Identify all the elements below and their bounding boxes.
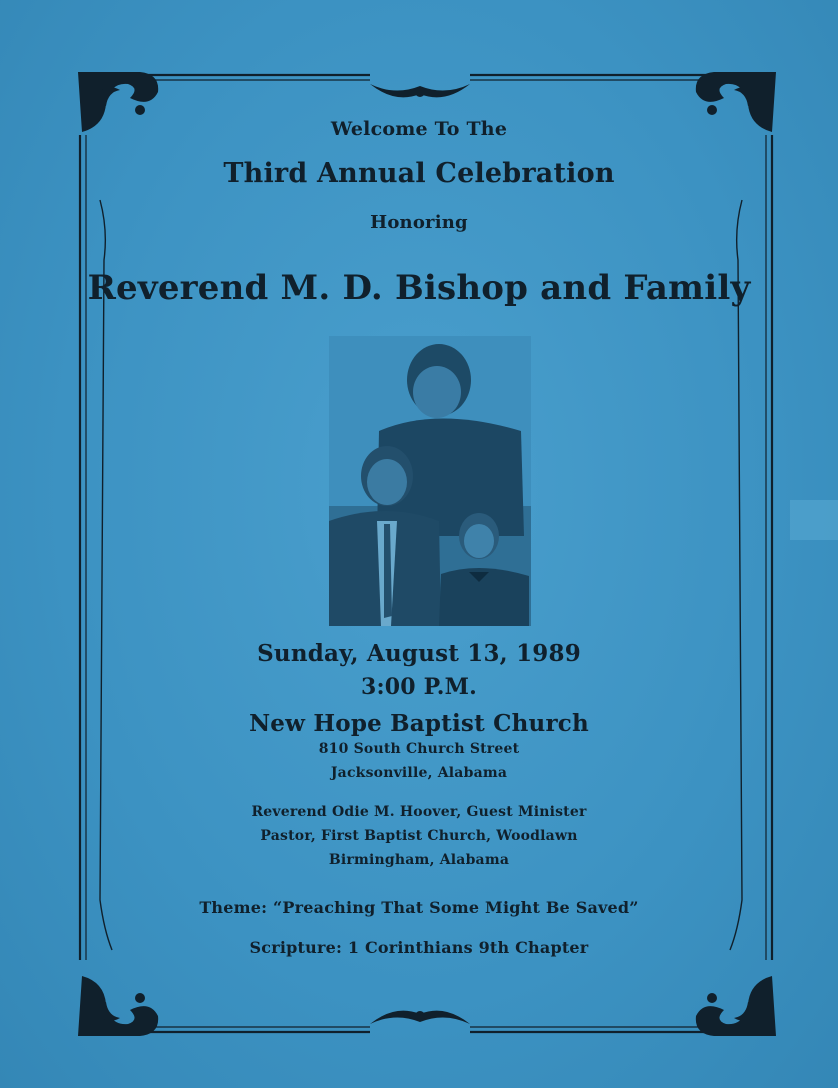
honoree-name: Reverend M. D. Bishop and Family — [87, 268, 751, 308]
honoring-line: Honoring — [370, 212, 468, 233]
tape-mark — [790, 500, 838, 540]
church-address: 810 South Church Street — [318, 741, 520, 757]
welcome-line: Welcome To The — [330, 118, 508, 140]
guest-minister: Reverend Odie M. Hoover, Guest Minister — [251, 804, 587, 820]
program-theme: Theme: “Preaching That Some Might Be Saved” — [199, 898, 639, 917]
event-title: Third Annual Celebration — [223, 158, 615, 189]
event-time: 3:00 P.M. — [360, 674, 478, 700]
church-name: New Hope Baptist Church — [249, 710, 589, 737]
guest-pastor-of: Pastor, First Baptist Church, Woodlawn — [260, 828, 578, 844]
family-photo — [329, 336, 531, 626]
church-city: Jacksonville, Alabama — [330, 765, 508, 781]
guest-city: Birmingham, Alabama — [328, 852, 510, 868]
event-date: Sunday, August 13, 1989 — [257, 640, 581, 667]
program-scripture: Scripture: 1 Corinthians 9th Chapter — [249, 938, 589, 957]
